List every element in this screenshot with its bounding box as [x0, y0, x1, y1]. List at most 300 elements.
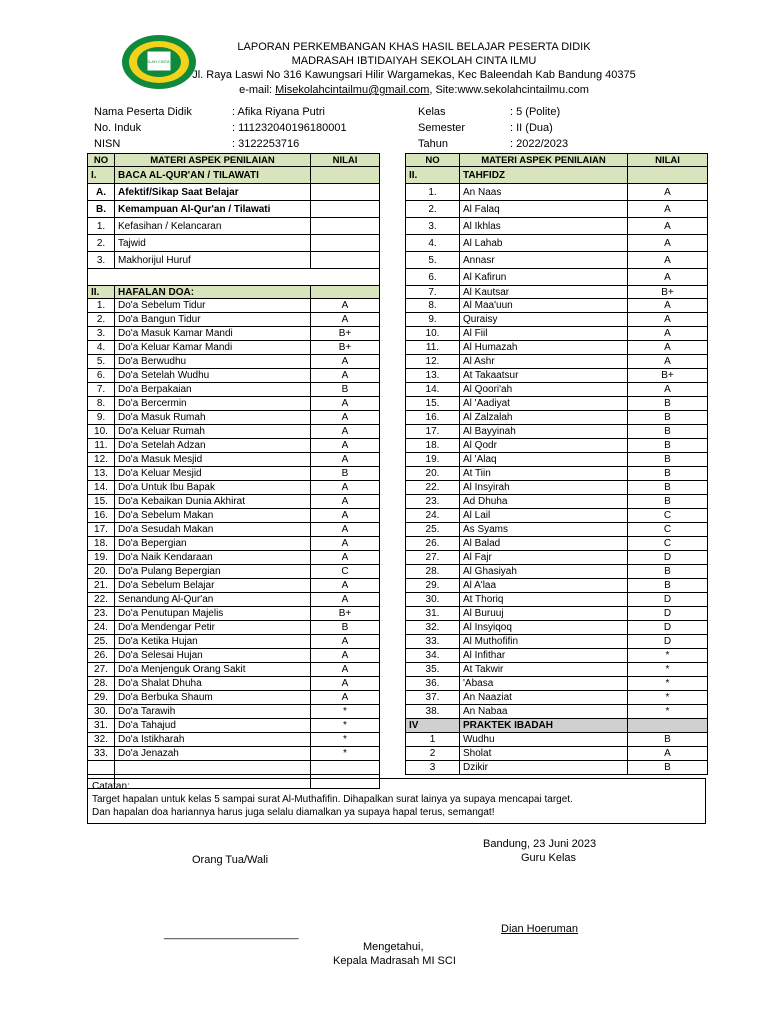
table-row [406, 425, 708, 439]
row-materi: Al 'Alaq [460, 453, 628, 467]
row-materi: At Takwir [460, 663, 628, 677]
row-materi: Do'a Shalat Dhuha [115, 677, 311, 691]
row-nilai: B [628, 495, 708, 509]
row-materi: Do'a Berbuka Shaum [115, 691, 311, 705]
table-row [88, 523, 380, 537]
row-materi: Do'a Sesudah Makan [115, 523, 311, 537]
row-nilai: A [311, 677, 380, 691]
row-materi: At Thoriq [460, 593, 628, 607]
row-nilai: A [311, 411, 380, 425]
row-nilai: B+ [311, 607, 380, 621]
right-assessment-table [405, 153, 708, 775]
row-materi: Kefasihan / Kelancaran [115, 218, 311, 235]
row-no: 21. [88, 579, 115, 593]
table-row [88, 369, 380, 383]
row-materi: Do'a Naik Kendaraan [115, 551, 311, 565]
table-row [406, 327, 708, 341]
row-no: II. [406, 167, 460, 184]
row-no: 30. [406, 593, 460, 607]
row-nilai: D [628, 551, 708, 565]
row-no: 11. [88, 439, 115, 453]
row-no: 37. [406, 691, 460, 705]
table-header-row [88, 154, 380, 167]
table-row [406, 411, 708, 425]
row-nilai: A [311, 355, 380, 369]
table-row [88, 509, 380, 523]
row-nilai: * [628, 649, 708, 663]
table-row [88, 269, 380, 286]
table-row [88, 397, 380, 411]
table-row [88, 579, 380, 593]
table-row [88, 383, 380, 397]
row-materi: Annasr [460, 252, 628, 269]
row-no: 11. [406, 341, 460, 355]
row-nilai: B [628, 397, 708, 411]
student-info-values-left [232, 104, 347, 152]
report-title: LAPORAN PERKEMBANGAN KHAS HASIL BELAJAR PESERTA DIDIK [237, 41, 591, 53]
row-materi: Makhorijul Huruf [115, 252, 311, 269]
row-materi: Al Buruuj [460, 607, 628, 621]
row-no: 23. [406, 495, 460, 509]
row-materi: Do'a Masuk Mesjid [115, 453, 311, 467]
row-materi: Al Bayyinah [460, 425, 628, 439]
row-no: 13. [406, 369, 460, 383]
header-nilai: NILAI [311, 154, 380, 167]
row-nilai: A [311, 481, 380, 495]
row-materi: Senandung Al-Qur'an [115, 593, 311, 607]
row-no: 20. [88, 565, 115, 579]
table-row [406, 252, 708, 269]
table-row [88, 184, 380, 201]
student-info-labels-left [94, 104, 192, 152]
header-no: NO [88, 154, 115, 167]
row-no: 32. [88, 733, 115, 747]
table-row [88, 218, 380, 235]
row-materi: Al Fajr [460, 551, 628, 565]
row-materi: Afektif/Sikap Saat Belajar [115, 184, 311, 201]
row-materi: PRAKTEK IBADAH [460, 719, 628, 733]
row-no: 7. [406, 286, 460, 299]
row-nilai: A [311, 649, 380, 663]
row-no: 23. [88, 607, 115, 621]
table-row [88, 299, 380, 313]
row-no: 30. [88, 705, 115, 719]
table-row [88, 635, 380, 649]
row-materi: Al Lail [460, 509, 628, 523]
table-row [88, 481, 380, 495]
table-row [406, 341, 708, 355]
student-year: : 2022/2023 [510, 138, 569, 150]
row-nilai: A [311, 313, 380, 327]
row-nilai: A [628, 184, 708, 201]
row-no: 36. [406, 677, 460, 691]
row-materi: Al Muthofifin [460, 635, 628, 649]
row-no: 1. [88, 299, 115, 313]
row-nilai [628, 167, 708, 184]
table-row [88, 551, 380, 565]
row-no: 7. [88, 383, 115, 397]
row-no: 24. [406, 509, 460, 523]
table-row [88, 313, 380, 327]
row-materi: An Naas [460, 184, 628, 201]
row-nilai: A [311, 397, 380, 411]
row-nilai: C [628, 537, 708, 551]
acknowledged-label: Mengetahui, [363, 941, 424, 953]
student-info-labels-right [418, 104, 465, 152]
row-materi: Do'a Ketika Hujan [115, 635, 311, 649]
table-row [406, 747, 708, 761]
row-nilai: B [628, 453, 708, 467]
student-nisn: : 3122253716 [232, 138, 300, 150]
row-no: 29. [88, 691, 115, 705]
notes-line: Dan hapalan doa hariannya harus juga selalu diamalkan ya supaya hapal terus, semangat! [92, 807, 495, 818]
row-no: 1. [406, 184, 460, 201]
teacher-name: Dian Hoeruman [501, 923, 579, 935]
row-no: 18. [88, 537, 115, 551]
row-nilai: B [628, 411, 708, 425]
row-nilai: B [628, 733, 708, 747]
table-row [88, 341, 380, 355]
row-nilai: B+ [311, 327, 380, 341]
student-name: : Afika Riyana Putri [232, 106, 325, 118]
table-row [88, 747, 380, 761]
row-nilai [311, 235, 380, 252]
row-nilai: A [628, 341, 708, 355]
row-no: I. [88, 167, 115, 184]
row-materi: Do'a Sebelum Tidur [115, 299, 311, 313]
row-no: 22. [406, 481, 460, 495]
table-row [406, 439, 708, 453]
row-nilai: A [628, 252, 708, 269]
table-row [406, 235, 708, 252]
row-no: 14. [406, 383, 460, 397]
row-no: 28. [406, 565, 460, 579]
table-row [88, 327, 380, 341]
row-nilai: A [311, 523, 380, 537]
row-nilai: A [628, 299, 708, 313]
row-materi: At Tiin [460, 467, 628, 481]
row-no: 16. [406, 411, 460, 425]
table-row [406, 719, 708, 733]
row-no: 3. [88, 252, 115, 269]
table-row [406, 453, 708, 467]
row-nilai: A [311, 691, 380, 705]
info-label: Semester [418, 122, 466, 134]
row-no: 2. [88, 313, 115, 327]
row-materi: TAHFIDZ [460, 167, 628, 184]
row-no: 34. [406, 649, 460, 663]
row-no: 6. [88, 369, 115, 383]
table-row [88, 761, 380, 775]
table-row [88, 621, 380, 635]
row-materi: Do'a Menjenguk Orang Sakit [115, 663, 311, 677]
row-nilai: B [628, 579, 708, 593]
table-row [88, 252, 380, 269]
table-row [406, 523, 708, 537]
row-nilai: A [628, 355, 708, 369]
row-no: 16. [88, 509, 115, 523]
parent-role: Orang Tua/Wali [192, 854, 269, 866]
row-no [88, 761, 115, 775]
row-nilai: B [628, 439, 708, 453]
row-materi: Do'a Sebelum Belajar [115, 579, 311, 593]
row-materi: Do'a Setelah Adzan [115, 439, 311, 453]
row-materi: Do'a Tahajud [115, 719, 311, 733]
row-no: 15. [88, 495, 115, 509]
row-nilai: A [628, 201, 708, 218]
table-row [406, 383, 708, 397]
left-assessment-table [87, 153, 380, 789]
row-materi: Al Humazah [460, 341, 628, 355]
table-row [88, 467, 380, 481]
row-materi: Wudhu [460, 733, 628, 747]
table-row [406, 649, 708, 663]
row-nilai: A [311, 663, 380, 677]
row-nilai: * [628, 677, 708, 691]
row-nilai: B [628, 467, 708, 481]
table-row [406, 218, 708, 235]
row-nilai: * [628, 663, 708, 677]
row-no: 9. [406, 313, 460, 327]
row-no: B. [88, 201, 115, 218]
row-no: 31. [88, 719, 115, 733]
row-materi: At Takaatsur [460, 369, 628, 383]
document-header [0, 40, 768, 98]
row-materi: Ad Dhuha [460, 495, 628, 509]
table-row [406, 579, 708, 593]
row-nilai: D [628, 607, 708, 621]
table-row [406, 184, 708, 201]
row-materi: Do'a Keluar Rumah [115, 425, 311, 439]
table-row [406, 509, 708, 523]
row-materi: Do'a Masuk Rumah [115, 411, 311, 425]
row-nilai [311, 184, 380, 201]
signature-date: Bandung, 23 Juni 2023 [483, 838, 597, 850]
row-materi: Al 'Aadiyat [460, 397, 628, 411]
row-materi: Do'a Bangun Tidur [115, 313, 311, 327]
teacher-role: Guru Kelas [521, 852, 577, 864]
row-materi [115, 761, 311, 775]
table-row [406, 691, 708, 705]
table-header-row [406, 154, 708, 167]
table-row [88, 565, 380, 579]
student-info-values-right [510, 104, 568, 152]
table-row [88, 733, 380, 747]
row-no: 10. [88, 425, 115, 439]
row-no: 4. [406, 235, 460, 252]
student-semester: : II (Dua) [510, 122, 553, 134]
row-materi: Do'a Keluar Mesjid [115, 467, 311, 481]
row-materi: Al Qoori'ah [460, 383, 628, 397]
logo-text: SEKOLAH CINTA ILMU [137, 59, 181, 64]
row-no: 24. [88, 621, 115, 635]
table-row [406, 299, 708, 313]
row-materi: Al Ikhlas [460, 218, 628, 235]
row-no: 27. [88, 663, 115, 677]
row-no: 25. [406, 523, 460, 537]
row-materi: Quraisy [460, 313, 628, 327]
row-nilai: A [628, 747, 708, 761]
notes-box [87, 778, 706, 824]
row-nilai [628, 719, 708, 733]
row-nilai: A [628, 269, 708, 286]
table-row [406, 705, 708, 719]
table-row [88, 649, 380, 663]
row-nilai: B [628, 761, 708, 775]
row-materi: An Nabaa [460, 705, 628, 719]
row-no: 15. [406, 397, 460, 411]
row-nilai: C [311, 565, 380, 579]
row-no: 6. [406, 269, 460, 286]
row-materi: Do'a Untuk Ibu Bapak [115, 481, 311, 495]
row-no: 2 [406, 747, 460, 761]
row-materi: Do'a Tarawih [115, 705, 311, 719]
row-materi: Sholat [460, 747, 628, 761]
email-link[interactable]: Misekolahcintailmu@gmail.com [275, 84, 430, 96]
row-materi: Do'a Jenazah [115, 747, 311, 761]
header-materi: MATERI ASPEK PENILAIAN [460, 154, 628, 167]
table-row [406, 269, 708, 286]
row-nilai: D [628, 635, 708, 649]
row-no: A. [88, 184, 115, 201]
row-no: 19. [406, 453, 460, 467]
table-row [406, 537, 708, 551]
row-nilai [311, 761, 380, 775]
table-row [406, 663, 708, 677]
table-row [406, 355, 708, 369]
row-no: 29. [406, 579, 460, 593]
row-nilai: A [628, 327, 708, 341]
row-nilai: * [311, 747, 380, 761]
row-no: 8. [88, 397, 115, 411]
table-row [406, 593, 708, 607]
row-nilai: A [311, 635, 380, 649]
row-nilai: B [311, 383, 380, 397]
row-no: 38. [406, 705, 460, 719]
table-row [88, 537, 380, 551]
row-materi: Do'a Sebelum Makan [115, 509, 311, 523]
row-nilai [311, 218, 380, 235]
row-nilai: D [628, 593, 708, 607]
row-materi: Al A'laa [460, 579, 628, 593]
row-nilai: A [311, 593, 380, 607]
info-label: Tahun [418, 138, 448, 150]
table-row [406, 313, 708, 327]
row-nilai: A [311, 551, 380, 565]
row-materi: Al Ashr [460, 355, 628, 369]
header-materi: MATERI ASPEK PENILAIAN [115, 154, 311, 167]
row-no: 14. [88, 481, 115, 495]
table-row [406, 495, 708, 509]
table-row [406, 733, 708, 747]
student-number: : 111232040196180001 [232, 122, 347, 134]
row-no: 33. [88, 747, 115, 761]
school-name: MADRASAH IBTIDAIYAH SEKOLAH CINTA ILMU [291, 55, 537, 67]
row-nilai: A [311, 453, 380, 467]
table-row [88, 425, 380, 439]
row-materi: Al Falaq [460, 201, 628, 218]
row-materi: Al Lahab [460, 235, 628, 252]
table-row [88, 411, 380, 425]
row-no: 33. [406, 635, 460, 649]
row-materi: Do'a Bepergian [115, 537, 311, 551]
row-materi: Al Infithar [460, 649, 628, 663]
row-nilai: C [628, 523, 708, 537]
row-materi: Al Zalzalah [460, 411, 628, 425]
row-materi: Do'a Penutupan Majelis [115, 607, 311, 621]
row-materi: Al Kafirun [460, 269, 628, 286]
row-materi: Al Ghasiyah [460, 565, 628, 579]
row-no: 25. [88, 635, 115, 649]
row-nilai: B [628, 425, 708, 439]
row-nilai: A [628, 235, 708, 252]
table-row [88, 235, 380, 252]
table-row [406, 369, 708, 383]
row-no: 28. [88, 677, 115, 691]
info-label: NISN [94, 138, 121, 150]
row-no: 26. [88, 649, 115, 663]
row-nilai: A [628, 218, 708, 235]
row-no: 17. [88, 523, 115, 537]
row-nilai: B+ [311, 341, 380, 355]
row-materi: Do'a Berpakaian [115, 383, 311, 397]
row-materi: Do'a Selesai Hujan [115, 649, 311, 663]
row-nilai: B [628, 565, 708, 579]
row-nilai: B [628, 481, 708, 495]
header-no: NO [406, 154, 460, 167]
row-nilai: A [311, 299, 380, 313]
table-row [406, 201, 708, 218]
table-row [406, 551, 708, 565]
row-nilai: * [311, 733, 380, 747]
row-materi: Do'a Bercermin [115, 397, 311, 411]
table-row [406, 481, 708, 495]
row-materi: Al Insyirah [460, 481, 628, 495]
row-materi: Do'a Pulang Bepergian [115, 565, 311, 579]
row-nilai [311, 286, 380, 299]
row-no: 35. [406, 663, 460, 677]
notes-title: Catatan: [92, 781, 130, 792]
row-nilai: * [311, 705, 380, 719]
row-materi: Do'a Istikharah [115, 733, 311, 747]
row-no: 1. [88, 218, 115, 235]
row-no: 20. [406, 467, 460, 481]
row-no: II. [88, 286, 115, 299]
table-row [88, 663, 380, 677]
table-row [406, 677, 708, 691]
row-materi: Kemampuan Al-Qur'an / Tilawati [115, 201, 311, 218]
row-nilai: * [311, 719, 380, 733]
row-nilai: B [311, 467, 380, 481]
table-row [88, 453, 380, 467]
table-row [406, 635, 708, 649]
student-class: : 5 (Polite) [510, 106, 561, 118]
row-no: 19. [88, 551, 115, 565]
row-nilai [311, 252, 380, 269]
table-row [88, 201, 380, 218]
row-no: 26. [406, 537, 460, 551]
header-nilai: NILAI [628, 154, 708, 167]
row-materi: Do'a Masuk Kamar Mandi [115, 327, 311, 341]
row-no: 5. [88, 355, 115, 369]
table-row [88, 607, 380, 621]
table-row [406, 397, 708, 411]
table-row [406, 565, 708, 579]
row-no: 18. [406, 439, 460, 453]
row-nilai [311, 167, 380, 184]
row-nilai: * [628, 705, 708, 719]
table-row [88, 355, 380, 369]
